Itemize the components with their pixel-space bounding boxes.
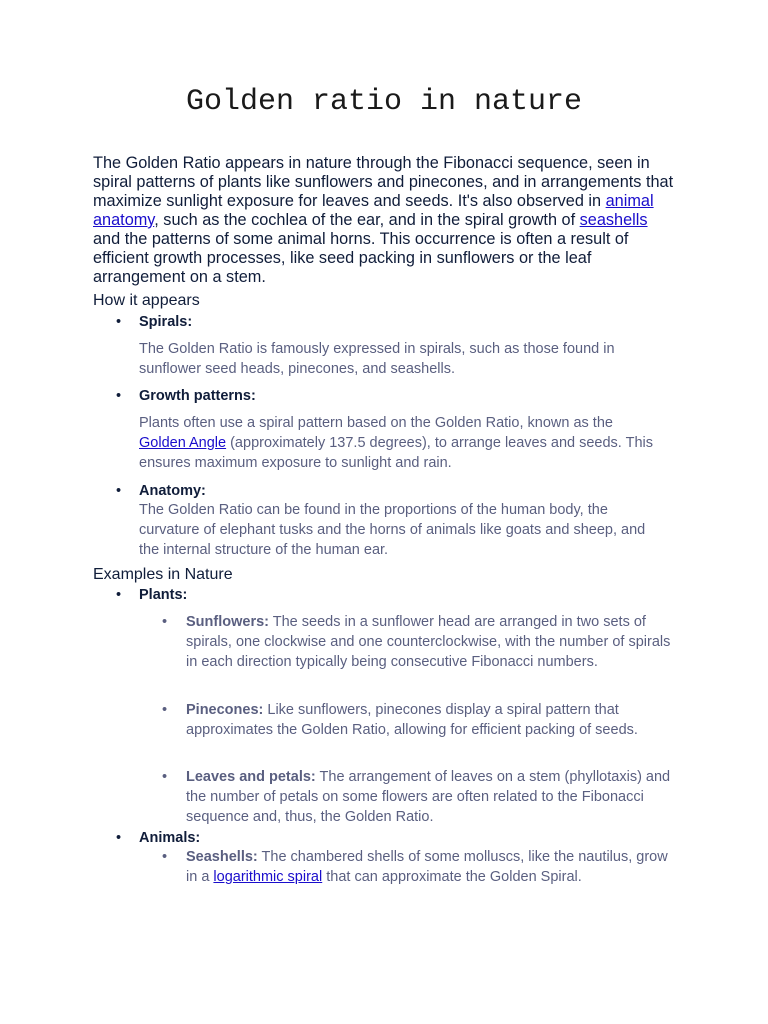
examples-heading: Examples in Nature	[93, 566, 233, 583]
page-title: Golden ratio in nature	[185, 85, 583, 119]
bullet-icon: •	[116, 314, 122, 330]
seashells-label: Seashells:	[186, 849, 258, 865]
seashells-text-post: that can approximate the Golden Spiral.	[322, 869, 582, 885]
how-it-appears-heading: How it appears	[93, 292, 200, 309]
anatomy-text: The Golden Ratio can be found in the proportions of the human body, the curvature of elephant tusks and the horns of animals like goats and sheep, and the internal structure of the human ear.	[139, 502, 646, 558]
leaves-petals-item	[186, 767, 676, 827]
spirals-text: The Golden Ratio is famously expressed in spirals, such as those found in sunflower seed heads, pinecones, and seashells.	[139, 341, 615, 377]
bullet-icon: •	[116, 483, 122, 499]
growth-text-post: (approximately 137.5 degrees), to arrange leaves and seeds. This ensures maximum exposure to sunlight and rain.	[139, 435, 653, 471]
intro-text-3: and the patterns of some animal horns. This occurrence is often a result of efficient growth processes, like seed packing in sunflowers or the leaf arrangement on a stem.	[93, 230, 629, 286]
animals-label: Animals:	[139, 830, 201, 846]
growth-text-pre: Plants often use a spiral pattern based on the Golden Ratio, known as the	[139, 415, 613, 431]
intro-text-1: The Golden Ratio appears in nature through the Fibonacci sequence, seen in spiral patterns of plants like sunflowers and pinecones, and in arrangements that maximize sunlight exposure for leaves and seeds. It's also observed in	[93, 154, 674, 210]
growth-patterns-label: Growth patterns:	[139, 388, 256, 404]
pinecones-text: Like sunflowers, pinecones display a spiral pattern that approximates the Golden Ratio, allowing for efficient packing of seeds.	[186, 702, 638, 738]
intro-paragraph	[93, 154, 675, 287]
bullet-icon: •	[162, 849, 168, 865]
seashells-text-pre: The chambered shells of some molluscs, like the nautilus, grow in a	[186, 849, 668, 885]
golden-angle-link[interactable]: Golden Angle	[139, 435, 227, 451]
pinecones-label: Pinecones:	[186, 702, 264, 718]
bullet-icon: •	[116, 388, 122, 404]
bullet-icon: •	[116, 830, 122, 846]
leaves-petals-label: Leaves and petals:	[186, 769, 316, 785]
logarithmic-spiral-link[interactable]: logarithmic spiral	[213, 869, 323, 885]
bullet-icon: •	[162, 769, 168, 785]
growth-patterns-text	[139, 413, 659, 473]
sunflowers-label: Sunflowers:	[186, 614, 269, 630]
plants-label: Plants:	[139, 587, 188, 603]
anatomy-label: Anatomy:	[139, 483, 206, 499]
seashells-link[interactable]: seashells	[579, 211, 648, 229]
sunflowers-text: The seeds in a sunflower head are arranged in two sets of spirals, one clockwise and one counterclockwise, with the number of spirals in each direction typically being consecutive Fibonacci numbers.	[186, 614, 671, 670]
sunflowers-item	[186, 612, 676, 672]
bullet-icon: •	[162, 702, 168, 718]
spirals-label: Spirals:	[139, 314, 193, 330]
bullet-icon: •	[116, 587, 122, 603]
bullet-icon: •	[162, 614, 168, 630]
leaves-petals-text: The arrangement of leaves on a stem (phyllotaxis) and the number of petals on some flowers are often related to the Fibonacci sequence and, thus, the Golden Ratio.	[186, 769, 671, 825]
animal-anatomy-link[interactable]: animal anatomy	[93, 192, 654, 229]
seashells-item	[186, 847, 676, 887]
intro-text-2: , such as the cochlea of the ear, and in the spiral growth of	[154, 211, 580, 229]
pinecones-item	[186, 700, 676, 740]
